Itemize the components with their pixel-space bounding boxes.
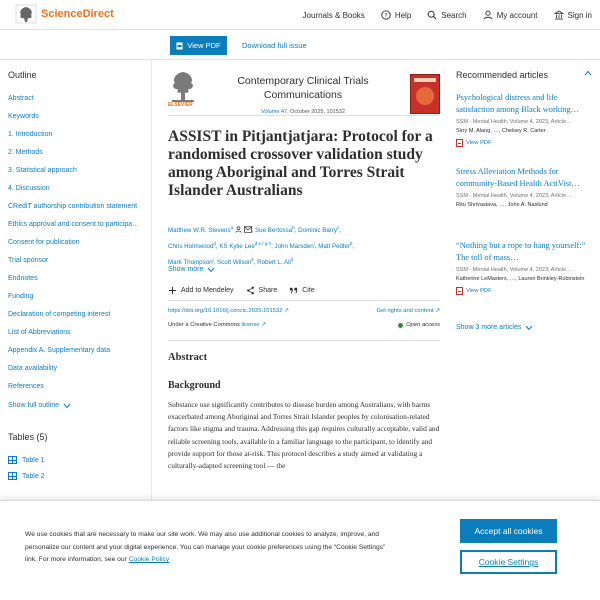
nav-search-label: Search <box>441 10 467 20</box>
add-to-mendeley-button[interactable] <box>168 286 234 295</box>
share-label: Share <box>258 287 278 294</box>
author-affiliation-marker[interactable]: b <box>292 225 295 230</box>
outline-heading: Outline <box>8 70 37 80</box>
pdf-toolbar <box>0 30 600 60</box>
recommended-title: Recommended articles <box>456 70 549 80</box>
top-header <box>0 0 600 30</box>
accept-all-cookies-button[interactable]: Accept all cookies <box>460 519 557 543</box>
outline-item-keywords[interactable]: Keywords <box>8 113 39 120</box>
recommended-view-pdf-link[interactable] <box>456 287 594 295</box>
person-icon[interactable] <box>235 226 242 233</box>
outline-list <box>8 94 152 400</box>
top-nav <box>287 0 592 30</box>
tables-heading: Tables (5) <box>8 432 48 442</box>
recommended-article-authors: Sirry M. Alang, …, Chelsey R. Carter <box>456 128 546 134</box>
show-more-label: Show more <box>168 266 204 273</box>
table-1-link[interactable] <box>8 456 45 464</box>
doi-link[interactable]: https://doi.org/10.1016/j.conctc.2025.101532 ↗ <box>168 308 289 314</box>
license-prefix: Under a Creative Commons <box>168 322 242 328</box>
recommended-view-pdf-link[interactable] <box>456 139 594 147</box>
sciencedirect-logo[interactable] <box>15 4 114 24</box>
pdf-icon <box>456 287 463 295</box>
license-row <box>168 322 440 334</box>
author-link[interactable]: Matthew W.R. Stevens <box>168 227 231 235</box>
author-link[interactable]: Robert L. Ali <box>257 259 291 267</box>
pdf-file-icon <box>176 42 183 50</box>
journal-header <box>168 66 440 116</box>
nav-help[interactable] <box>381 10 411 20</box>
help-circle-icon <box>381 10 391 20</box>
quote-icon <box>289 286 298 295</box>
show-more-articles-button[interactable] <box>456 324 533 331</box>
author-link[interactable]: Matt Pedler <box>318 243 350 251</box>
show-more-button[interactable] <box>168 266 215 273</box>
share-button[interactable] <box>246 286 278 295</box>
outline-item-methods[interactable]: 2. Methods <box>8 149 43 156</box>
outline-item-abstract[interactable]: Abstract <box>8 95 34 102</box>
show-full-outline-link[interactable] <box>8 402 71 409</box>
outline-item-endnotes[interactable]: Endnotes <box>8 275 38 282</box>
institution-icon <box>554 10 564 20</box>
plus-icon <box>168 286 177 295</box>
elsevier-wordmark: ELSEVIER <box>168 102 193 108</box>
view-pdf-label: View PDF <box>466 288 492 294</box>
table-2-link[interactable] <box>8 472 45 480</box>
journal-title[interactable]: Contemporary Clinical Trials Communications <box>237 75 369 101</box>
nav-search[interactable] <box>427 10 466 20</box>
outline-item-competing[interactable]: Declaration of competing interest <box>8 311 111 318</box>
author-affiliation-marker[interactable]: d <box>290 257 294 263</box>
author-affiliation-marker[interactable]: j <box>212 257 214 263</box>
author-list: Matthew W.R. Stevens$^a$ , Sue Bertossa$^b$, Dominic Barry$^c$, Chris Holmwood$^d$, KS Kylie Lee$^{d e f g h}$, John Marsden$^i$, Matt Pedler$^b$, Mark Thompson$^j$, Scott Wilson$^k$, Robert L. Ali$^d$ <box>168 225 355 267</box>
outline-item-discussion[interactable]: 4. Discussion <box>8 185 50 192</box>
table-2-label: Table 2 <box>22 472 45 480</box>
cookie-settings-button[interactable] <box>460 550 557 574</box>
recommended-article-meta: SSM - Mental Health, Volume 4, 2023, Article… <box>456 193 572 199</box>
nav-my-account-label: My account <box>496 10 538 20</box>
outline-item-abbreviations[interactable]: List of Abbreviations <box>8 329 71 336</box>
open-access-badge <box>398 322 440 328</box>
get-rights-link[interactable]: Get rights and content ↗ <box>376 308 440 314</box>
license-text <box>168 322 266 328</box>
nav-sign-in[interactable] <box>554 10 592 20</box>
recommended-article <box>456 92 594 147</box>
date-article-number: , October 2025, 101532 <box>287 109 345 115</box>
svg-text:?: ? <box>384 12 388 20</box>
abstract-text: Substance use significantly contributes to disease burden among Australians, with harms exacerbated among Aboriginal and Torres Strait Islander peoples by colonisation-related factors like stigma and trauma. Addressing this gap requires culturally acceptable, valid and reliable screening tools, available in a familiar language to the participant, to identify and provide support for those at-risk. This protocol describes a study aimed at validating a culturally-adapted screening tool — the <box>168 400 440 471</box>
table-1-label: Table 1 <box>22 456 45 464</box>
recommended-article-meta: SSM - Mental Health, Volume 4, 2023, Article… <box>456 267 572 273</box>
author-link[interactable]: Sue Bertossa <box>255 227 293 235</box>
recommended-article-title[interactable]: Psychological distress and life satisfaction among Black working… <box>456 93 580 114</box>
open-access-dot-icon <box>398 323 403 328</box>
recommended-article-meta: SSM - Mental Health, Volume 4, 2023, Article… <box>456 119 572 125</box>
view-pdf-button[interactable] <box>170 36 227 55</box>
outline-item-sponsor[interactable]: Trial sponsor <box>8 257 49 264</box>
doi-row <box>168 300 440 320</box>
author-affiliation-marker[interactable]: d <box>213 241 216 247</box>
recommended-article <box>456 166 594 210</box>
cookie-notice-body: We use cookies that are necessary to make our site work. We may also use additional cookies to analyze, improve, and personalize our content and your digital experience. You can manage your cookie preferences using the “Cookie Settings” link. For more information, see our <box>25 531 386 563</box>
outline-item-references[interactable]: References <box>8 383 44 390</box>
outline-item-appendix[interactable]: Appendix A. Supplementary data <box>8 347 110 354</box>
journal-volume-info <box>218 109 388 115</box>
recommended-article-title[interactable]: Stress Alleviation Methods for community-Based Health ActiVist… <box>456 167 580 188</box>
brand-name: ScienceDirect <box>41 8 114 20</box>
article-title: ASSIST in Pitjantjatjara: Protocol for a randomised crossover validation study among Aboriginal and Torres Strait Islander Australians <box>168 128 433 199</box>
author-affiliation-marker[interactable]: i <box>313 241 315 247</box>
license-link[interactable]: license ↗ <box>241 322 266 328</box>
nav-sign-in-label: Sign in <box>567 10 592 20</box>
chevron-down-icon <box>207 267 215 273</box>
nav-my-account[interactable] <box>483 10 538 20</box>
cite-button[interactable] <box>289 286 314 295</box>
recommended-heading <box>456 70 592 80</box>
table-icon <box>8 472 17 480</box>
outline-item-funding[interactable]: Funding <box>8 293 34 300</box>
chevron-down-icon <box>63 403 71 409</box>
download-full-issue-link[interactable]: Download full issue <box>242 41 307 50</box>
pdf-icon <box>456 139 463 147</box>
view-pdf-label: View PDF <box>187 41 221 50</box>
chevron-up-icon[interactable] <box>584 70 592 76</box>
recommended-article <box>456 240 594 295</box>
cookie-settings-label: Cookie Settings <box>478 557 539 567</box>
abstract-heading: Abstract <box>168 352 208 363</box>
volume-link[interactable]: Volume 47 <box>261 109 288 115</box>
author-link[interactable]: Scott Wilson <box>217 259 252 267</box>
cite-label: Cite <box>302 287 315 294</box>
author-affiliation-marker[interactable]: c <box>337 225 340 230</box>
cookie-notice-text <box>25 529 395 567</box>
cookie-policy-link[interactable]: Cookie Policy <box>128 556 170 563</box>
show-full-outline-label: Show full outline <box>8 402 59 409</box>
journal-cover-image[interactable] <box>410 74 440 114</box>
author-affiliation-marker[interactable]: a <box>230 225 234 230</box>
outline-item-consent[interactable]: Consent for publication <box>8 239 80 246</box>
author-link[interactable]: Chris Holmwood <box>168 243 214 251</box>
nav-journals-label: Journals & Books <box>302 10 365 20</box>
show-more-articles-label: Show 3 more articles <box>456 324 522 331</box>
author-link[interactable]: John Marsden <box>274 243 314 251</box>
outline-item-data[interactable]: Data availability <box>8 365 58 372</box>
chevron-down-icon <box>525 325 533 331</box>
author-affiliation-marker[interactable]: k <box>251 257 254 263</box>
section-divider <box>168 340 440 341</box>
background-heading: Background <box>168 380 221 391</box>
outline-sidebar <box>0 60 152 500</box>
author-link[interactable]: KS Kylie Lee <box>219 243 255 251</box>
author-affiliation-marker[interactable]: b <box>349 241 353 247</box>
outline-item-introduction[interactable]: 1. Introduction <box>8 131 53 138</box>
author-link[interactable]: Dominic Barry <box>298 227 338 235</box>
share-icon <box>246 286 255 295</box>
article-actions <box>168 286 315 295</box>
outline-item-ethics[interactable]: Ethics approval and consent to participa… <box>8 221 140 228</box>
recommended-article-authors: Katherine LeMasters, …, Lauren Brinkley-Rubinstein <box>456 276 585 282</box>
recommended-article-title[interactable]: “Nothing but a rope to hang yourself:” The toll of mass… <box>456 241 586 262</box>
author-affiliation-marker[interactable]: d e f g h <box>254 241 272 247</box>
table-icon <box>8 456 17 464</box>
outline-item-statistical[interactable]: 3. Statistical approach <box>8 167 77 174</box>
nav-journals-books[interactable] <box>303 11 365 20</box>
elsevier-tree-icon <box>15 4 37 24</box>
email-icon[interactable] <box>244 226 252 233</box>
add-to-mendeley-label: Add to Mendeley <box>181 287 234 294</box>
nav-help-label: Help <box>394 10 412 20</box>
recommended-article-authors: Ritu Shrivastava, …, John A. Naslund <box>456 202 548 208</box>
cookie-banner <box>0 500 600 600</box>
open-access-label: Open access <box>406 322 440 328</box>
search-icon <box>427 10 437 20</box>
author-link[interactable]: Mark Thompson <box>168 259 213 267</box>
elsevier-logo-icon[interactable] <box>168 70 198 104</box>
view-pdf-label: View PDF <box>466 140 492 146</box>
outline-item-credit[interactable]: CRediT authorship contribution statement <box>8 203 138 210</box>
person-icon <box>483 10 493 20</box>
